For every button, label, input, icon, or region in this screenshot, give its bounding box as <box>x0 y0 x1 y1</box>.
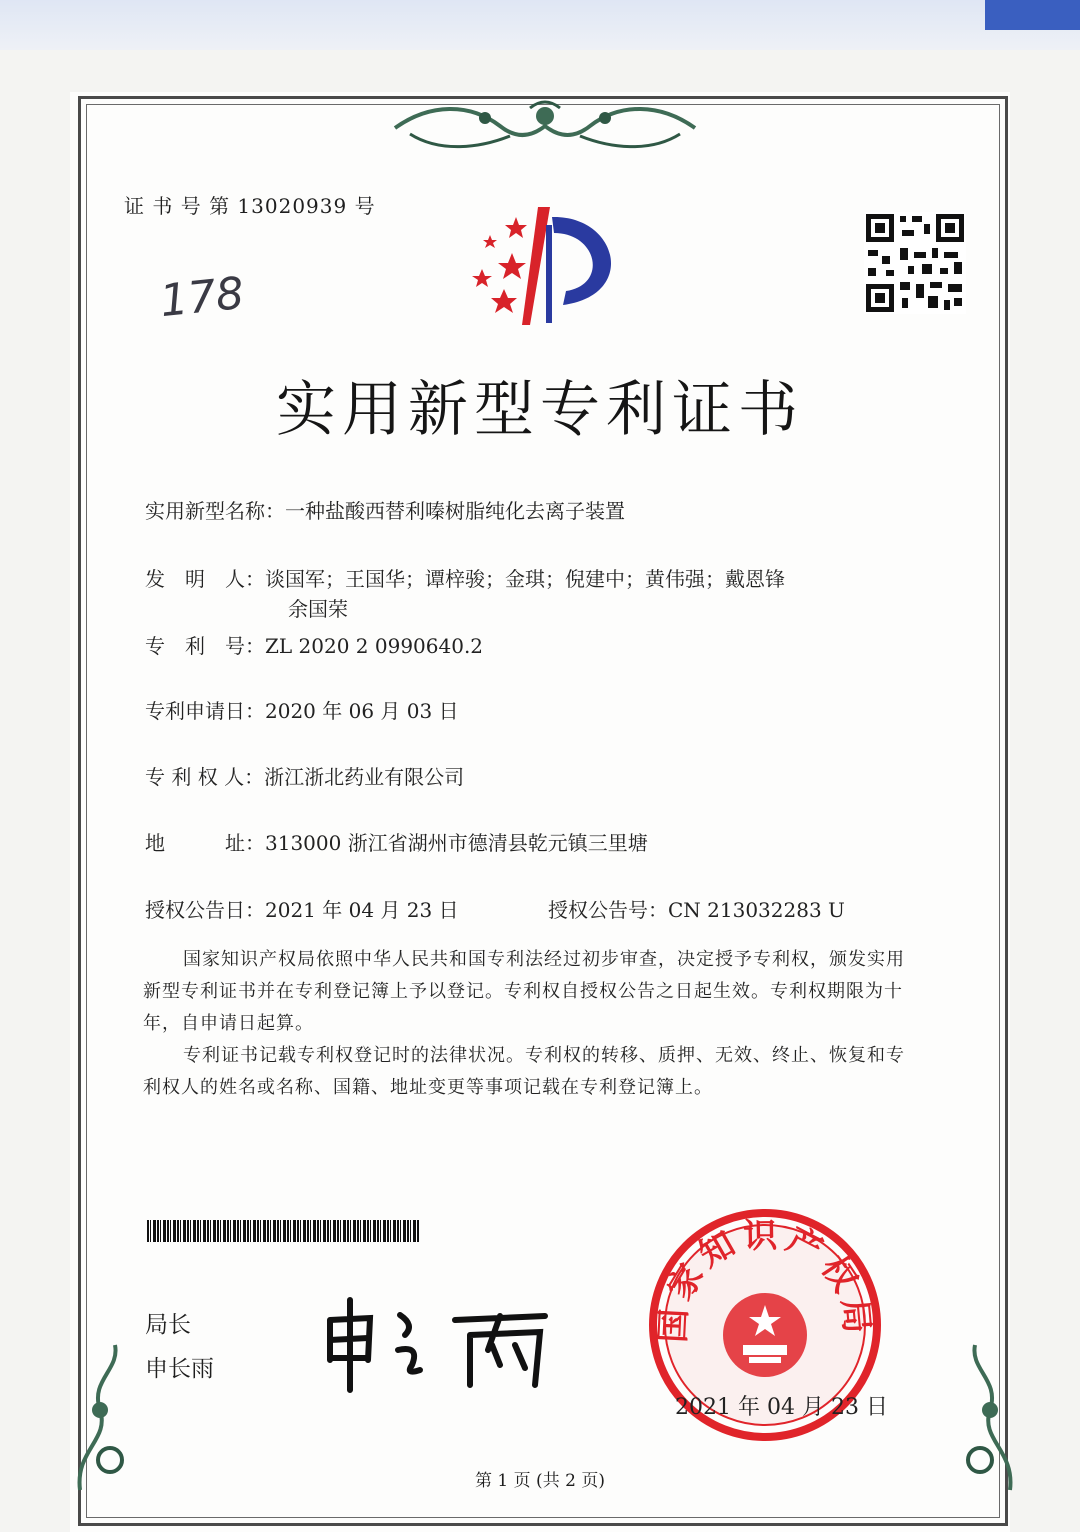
chief-name: 申长雨 <box>145 1356 214 1382</box>
handwritten-note: 178 <box>157 267 247 328</box>
cnipa-logo-icon <box>468 205 633 330</box>
top-ornament <box>390 98 700 158</box>
field-patentee <box>145 761 464 790</box>
body-paragraph-2-line-1: 专利证书记载专利权登记时的法律状况。专利权的转移、质押、无效、终止、恢复和专 <box>183 1045 905 1066</box>
label-filing-date: 专利申请日： <box>145 699 265 723</box>
chief-title: 局长 <box>145 1312 191 1338</box>
value-patentee: 浙江浙北药业有限公司 <box>264 765 465 789</box>
label-inventors: 发 明 人： <box>145 567 265 591</box>
label-grant-number: 授权公告号： <box>548 898 668 922</box>
certificate-number: 证 书 号 第 13020939 号 <box>124 194 376 218</box>
qr-code-icon <box>864 212 966 314</box>
value-patent-number: ZL 2020 2 0990640.2 <box>265 634 484 658</box>
field-address <box>145 827 648 856</box>
label-address: 地 址： <box>145 831 265 855</box>
field-filing-date <box>145 695 459 724</box>
background-strip <box>0 0 1080 50</box>
field-patent-number <box>145 630 483 659</box>
barcode <box>147 1220 419 1242</box>
field-grant-number <box>548 894 845 923</box>
label-patentee: 专 利 权 人： <box>145 765 265 789</box>
body-paragraph-2-line-2: 利权人的姓名或名称、国籍、地址变更等事项记载在专利登记簿上。 <box>143 1077 713 1098</box>
field-grant-date <box>145 894 459 923</box>
value-utility-model-name: 一种盐酸西替利嗪树脂纯化去离子装置 <box>285 499 625 523</box>
background-blue-block <box>985 0 1080 30</box>
body-paragraph-1-line-3: 年，自申请日起算。 <box>143 1013 314 1034</box>
page-number: 第 1 页 (共 2 页) <box>475 1471 605 1491</box>
certificate-title: 实用新型专利证书 <box>276 375 804 445</box>
label-grant-date: 授权公告日： <box>145 898 265 922</box>
body-paragraph-1 <box>143 944 953 1040</box>
value-inventors-line2: 余国荣 <box>288 597 348 621</box>
body-paragraph-2 <box>143 1040 953 1104</box>
label-patent-number: 专 利 号： <box>145 634 265 658</box>
value-filing-date: 2020 年 06 月 03 日 <box>265 699 459 723</box>
body-paragraph-1-line-1: 国家知识产权局依照中华人民共和国专利法经过初步审查，决定授予专利权，颁发实用 <box>183 949 905 970</box>
signature-image <box>320 1290 560 1400</box>
body-paragraph-1-line-2: 新型专利证书并在专利登记簿上予以登记。专利权自授权公告之日起生效。专利权期限为十 <box>143 981 903 1002</box>
value-address: 313000 浙江省湖州市德清县乾元镇三里塘 <box>265 831 648 855</box>
value-inventors-line1: 谈国军；王国华；谭梓骏；金琪；倪建中；黄伟强；戴恩锋 <box>265 567 785 591</box>
svg-text:国家知识产权局: 国家知识产权局 <box>653 1215 878 1344</box>
field-inventors <box>145 563 785 592</box>
seal-date: 2021 年 04 月 23 日 <box>675 1395 888 1420</box>
value-grant-number: CN 213032283 U <box>668 898 845 922</box>
field-utility-model-name <box>145 495 625 524</box>
label-utility-model-name: 实用新型名称： <box>145 499 285 523</box>
value-grant-date: 2021 年 04 月 23 日 <box>265 898 459 922</box>
